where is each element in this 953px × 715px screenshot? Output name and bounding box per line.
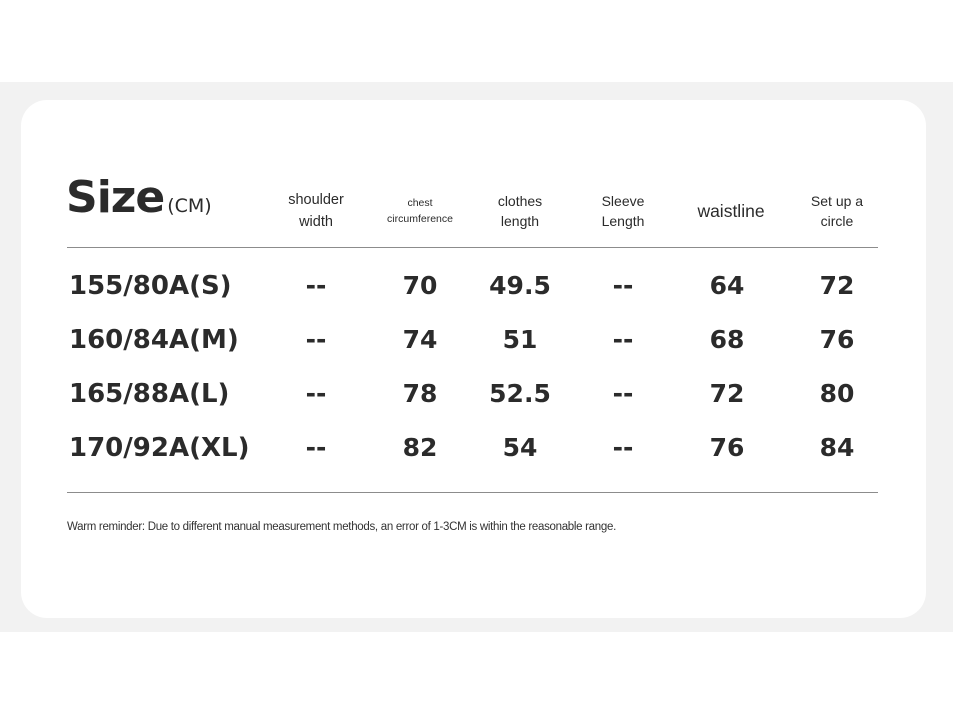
cell-sleeve-length: -- (612, 433, 634, 462)
cell-clothes-length: 52.5 (489, 379, 551, 408)
cell-chest: 82 (402, 433, 438, 462)
header-divider (67, 247, 878, 248)
cell-chest: 74 (402, 325, 438, 354)
cell-shoulder-width: -- (305, 271, 327, 300)
cell-shoulder-width: -- (305, 433, 327, 462)
title-unit: (CM) (167, 195, 212, 217)
table-bottom-divider (67, 492, 878, 493)
cell-circle: 76 (819, 325, 855, 354)
cell-sleeve-length: -- (612, 379, 634, 408)
header-clothes-length: clothes length (497, 193, 543, 229)
row-size-label: 165/88A(L) (69, 379, 230, 409)
cell-shoulder-width: -- (305, 325, 327, 354)
header-waistline: waistline (697, 201, 765, 221)
cell-waistline: 68 (709, 325, 745, 354)
row-size-label: 170/92A(XL) (69, 433, 250, 463)
table-row (0, 320, 953, 360)
header-shoulder-width: shoulder width (288, 192, 344, 230)
cell-circle: 84 (819, 433, 855, 462)
cell-chest: 70 (402, 271, 438, 300)
warm-reminder-note: Warm reminder: Due to different manual measurement methods, an error of 1-3CM is within the reasonable range. (67, 521, 616, 533)
cell-clothes-length: 49.5 (489, 271, 551, 300)
header-chest-circumference: chest circumference (387, 197, 453, 225)
cell-sleeve-length: -- (612, 325, 634, 354)
cell-chest: 78 (402, 379, 438, 408)
cell-waistline: 64 (709, 271, 745, 300)
row-size-label: 160/84A(M) (69, 325, 239, 355)
cell-circle: 72 (819, 271, 855, 300)
header-set-up-a-circle: Set up a circle (810, 193, 864, 229)
cell-sleeve-length: -- (612, 271, 634, 300)
size-chart-title (66, 172, 212, 223)
cell-waistline: 76 (709, 433, 745, 462)
cell-clothes-length: 54 (502, 433, 538, 462)
table-row (0, 374, 953, 414)
cell-shoulder-width: -- (305, 379, 327, 408)
header-sleeve-length: Sleeve Length (601, 193, 645, 229)
row-size-label: 155/80A(S) (69, 271, 232, 301)
cell-clothes-length: 51 (502, 325, 538, 354)
table-row (0, 428, 953, 468)
title-main: Size (66, 172, 165, 223)
table-row (0, 266, 953, 306)
cell-circle: 80 (819, 379, 855, 408)
cell-waistline: 72 (709, 379, 745, 408)
